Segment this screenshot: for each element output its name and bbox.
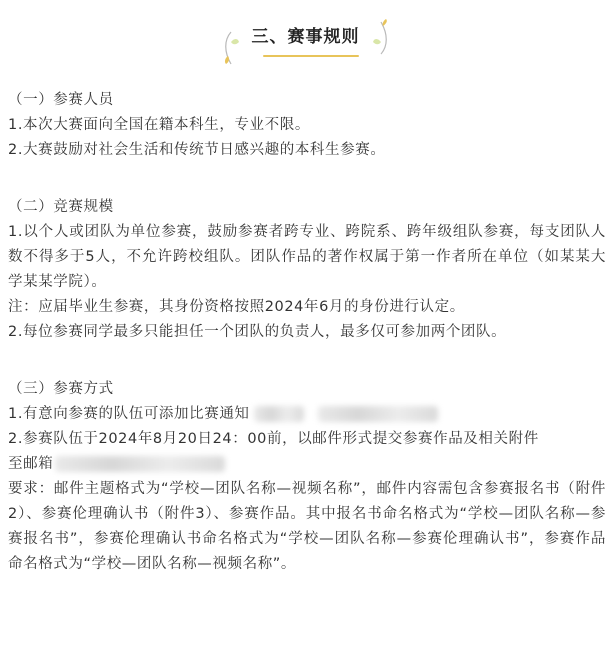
method-item-1 (8, 402, 606, 427)
section-heading-scale: （二）竞赛规模 (8, 199, 114, 215)
participants-item-2: 2.大赛鼓励对社会生活和传统节日感兴趣的本科生参赛。 (8, 142, 386, 158)
leaf-decoration-icon (370, 18, 392, 58)
method-item-2-email (8, 452, 606, 477)
section-heading-method: （三）参赛方式 (8, 381, 114, 397)
section-heading-participants: （一）参赛人员 (8, 92, 114, 108)
title-underline (263, 55, 359, 57)
method-requirement: 要求：邮件主题格式为“学校—团队名称—视频名称”，邮件内容需包含参赛报名书（附件2）、参赛伦理确认书（附件3）、参赛作品。其中报名书命名格式为“学校—团队名称—参赛报名书”，参赛伦理确认书命名格式为“学校—团队名称—参赛伦理确认书”，参赛作品命名格式为“学校—团队名称—视频名称”。 (8, 481, 606, 572)
method-item-1-text: 1.有意向参赛的队伍可添加比赛通知 (8, 406, 250, 422)
redacted-contact (318, 406, 438, 422)
email-label: 至邮箱 (8, 456, 54, 472)
method-item-2: 2.参赛队伍于2024年8月20日24：00前，以邮件形式提交参赛作品及相关附件 (8, 431, 539, 447)
section-header (0, 0, 611, 70)
scale-item-2: 2.每位参赛同学最多只能担任一个团队的负责人，最多仅可参加两个团队。 (8, 324, 507, 340)
scale-item-1: 1.以个人或团队为单位参赛，鼓励参赛者跨专业、跨院系、跨年级组队参赛，每支团队人数不得多于5人，不允许跨校组队。团队作品的著作权属于第一作者所在单位（如某某大学某某学院）。 (8, 224, 606, 290)
participants-item-1: 1.本次大赛面向全国在籍本科生，专业不限。 (8, 117, 310, 133)
page-title: 三、赛事规则 (251, 27, 360, 47)
scale-note: 注：应届毕业生参赛，其身份资格按照2024年6月的身份进行认定。 (8, 299, 465, 315)
rules-content (8, 88, 606, 577)
redacted-contact (254, 406, 304, 422)
redacted-email (55, 456, 225, 472)
